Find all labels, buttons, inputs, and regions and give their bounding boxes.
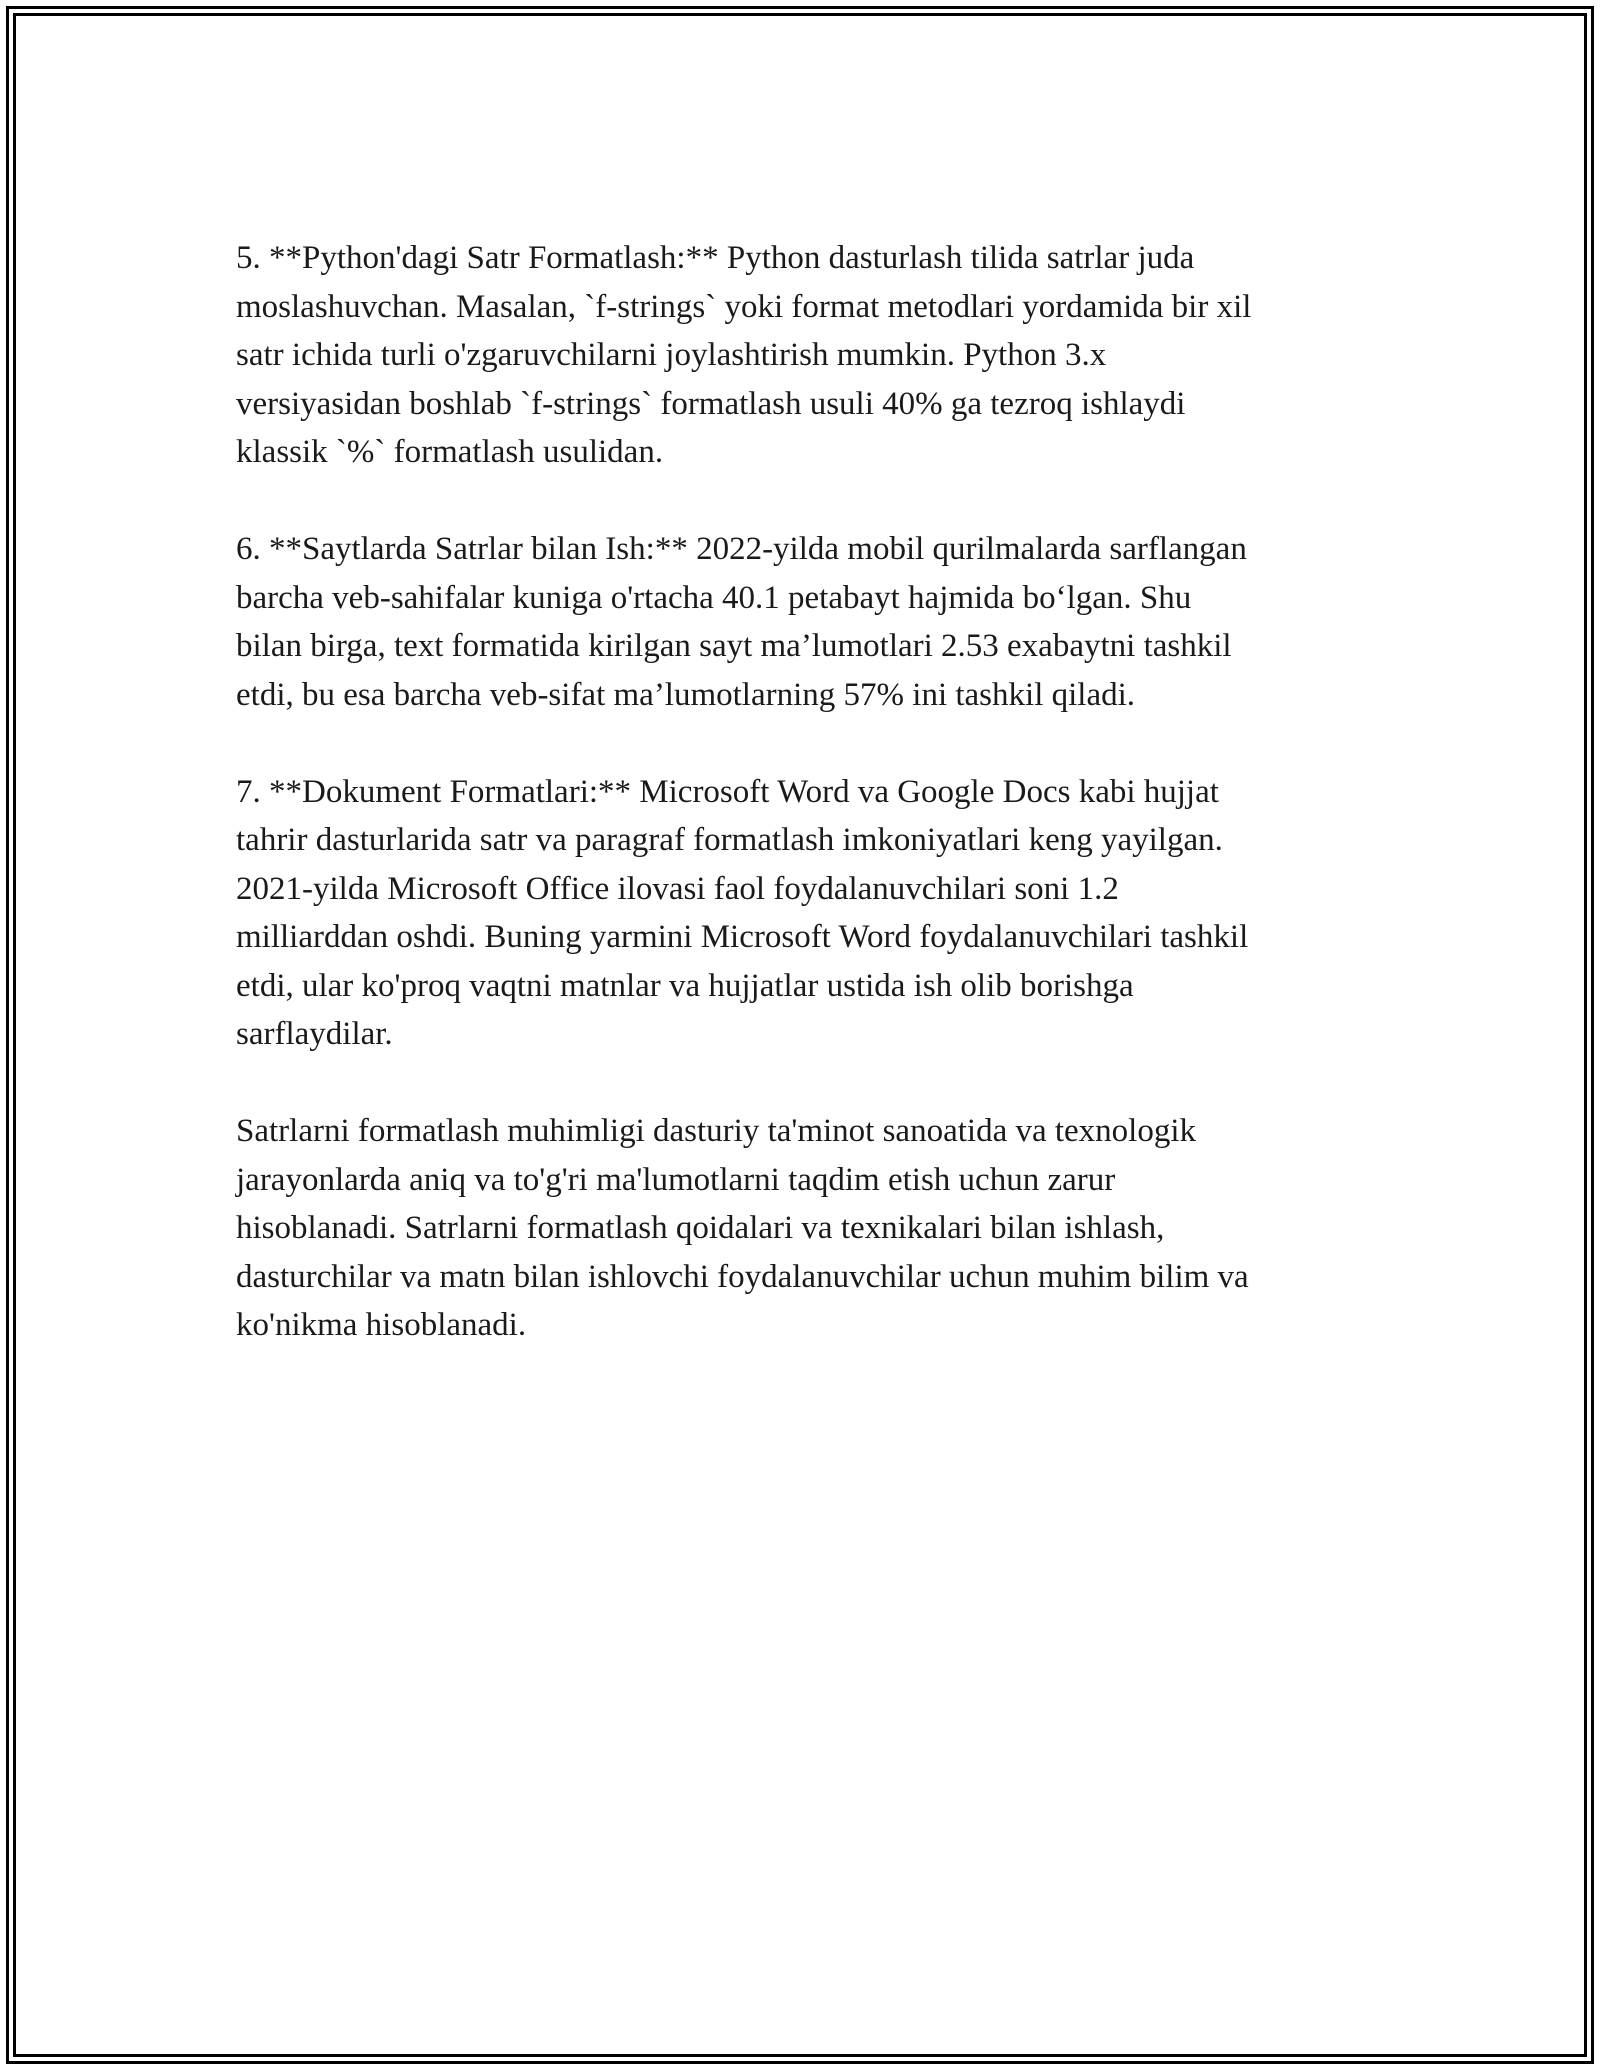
paragraph-conclusion: Satrlarni formatlash muhimligi dasturiy ta'minot sanoatida va texnologik jarayonlarda aniq va to'g'ri ma'lumotlarni taqdim etish uchun zarur hisoblanadi. Satrlarni formatlash qoidalari va texnikalari bilan ishlash, dasturchilar va matn bilan ishlovchi foydalanuvchilar uchun muhim bilim va ko'nikma hisoblanadi. — [236, 1113, 1249, 1343]
paragraph-python-formatting: 5. **Python'dagi Satr Formatlash:** Python dasturlash tilida satrlar juda moslashuvchan. Masalan, `f-strings` yoki format metodlari yordamida bir xil satr ichida turli o'zgaruvchilarni joylashtirish mumkin. Python 3.x versiyasidan boshlab `f-strings` formatlash usuli 40% ga tezroq ishlaydi klassik `%` formatlash usulidan. — [236, 240, 1252, 470]
paragraph-document-formats: 7. **Dokument Formatlari:** Microsoft Word va Google Docs kabi hujjat tahrir dasturlarida satr va paragraf formatlash imkoniyatlari keng yayilgan. 2021-yilda Microsoft Office ilovasi faol foydalanuvchilari soni 1.2 milliarddan oshdi. Buning yarmini Microsoft Word foydalanuvchilari tashkil etdi, ular ko'proq vaqtni matnlar va hujjatlar ustida ish olib borishga sarflaydilar. — [236, 773, 1249, 1052]
document-body — [236, 234, 1376, 1398]
paragraph-web-strings: 6. **Saytlarda Satrlar bilan Ish:** 2022-yilda mobil qurilmalarda sarflangan barcha veb-sahifalar kuniga o'rtacha 40.1 petabayt hajmida bo‘lgan. Shu bilan birga, text formatida kirilgan sayt ma’lumotlari 2.53 exabaytni tashkil etdi, bu esa barcha veb-sifat ma’lumotlarning 57% ini tashkil qiladi. — [236, 531, 1247, 713]
